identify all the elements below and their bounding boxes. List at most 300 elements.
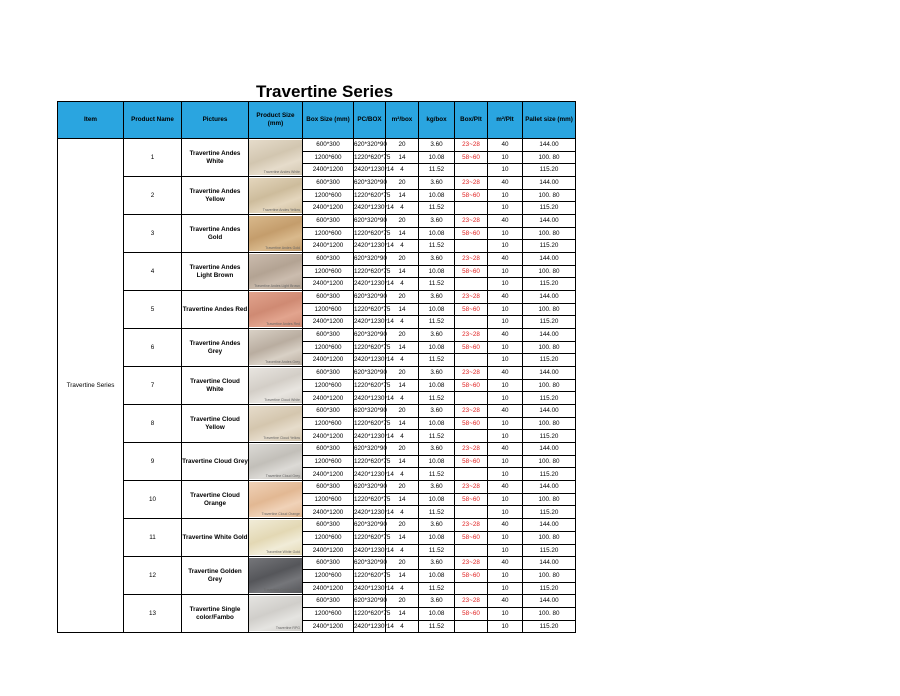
- m2-box-cell: 11.52: [419, 468, 455, 481]
- pc-box-cell: 4: [386, 354, 419, 367]
- item-number: 1: [124, 139, 182, 177]
- swatch-caption: Travertine Golden Grey: [263, 587, 300, 592]
- box-size-cell: 1220*620*75: [354, 341, 386, 354]
- kg-box-cell: 58~60: [455, 189, 488, 202]
- kg-box-cell: 23~28: [455, 557, 488, 570]
- pc-box-cell: 4: [386, 544, 419, 557]
- m2-plt-cell: 144.00: [523, 215, 576, 228]
- product-size-cell: 600*300: [303, 443, 354, 456]
- box-plt-cell: 10: [488, 582, 523, 595]
- product-size-cell: 600*300: [303, 177, 354, 190]
- m2-plt-cell: 115.20: [523, 620, 576, 633]
- kg-box-cell: 23~28: [455, 481, 488, 494]
- m2-plt-cell: 100. 80: [523, 531, 576, 544]
- kg-box-cell: [455, 430, 488, 443]
- stone-swatch-image: [249, 368, 302, 403]
- m2-plt-cell: 115.20: [523, 202, 576, 215]
- pc-box-cell: 4: [386, 468, 419, 481]
- pc-box-cell: 4: [386, 164, 419, 177]
- product-size-cell: 600*300: [303, 253, 354, 266]
- m2-plt-cell: 100. 80: [523, 417, 576, 430]
- product-size-cell: 600*300: [303, 519, 354, 532]
- pc-box-cell: 4: [386, 620, 419, 633]
- item-number: 7: [124, 367, 182, 405]
- box-plt-cell: 40: [488, 367, 523, 380]
- header-pallet-size: Pallet size (mm): [523, 102, 576, 139]
- m2-box-cell: 10.08: [419, 455, 455, 468]
- m2-plt-cell: 100. 80: [523, 151, 576, 164]
- item-number: 9: [124, 443, 182, 481]
- pc-box-cell: 4: [386, 392, 419, 405]
- m2-plt-cell: 144.00: [523, 253, 576, 266]
- kg-box-cell: 58~60: [455, 379, 488, 392]
- product-size-cell: 1200*600: [303, 607, 354, 620]
- product-picture: [249, 595, 303, 633]
- box-size-cell: 620*320*90: [354, 253, 386, 266]
- box-plt-cell: 10: [488, 240, 523, 253]
- m2-box-cell: 3.60: [419, 329, 455, 342]
- m2-box-cell: 11.52: [419, 620, 455, 633]
- box-plt-cell: 10: [488, 430, 523, 443]
- header-pictures: Pictures: [182, 102, 249, 139]
- product-name: Travertine Cloud Orange: [182, 481, 249, 519]
- product-picture: [249, 443, 303, 481]
- product-size-cell: 600*300: [303, 595, 354, 608]
- pc-box-cell: 20: [386, 557, 419, 570]
- product-size-cell: 1200*600: [303, 227, 354, 240]
- m2-box-cell: 3.60: [419, 481, 455, 494]
- kg-box-cell: [455, 164, 488, 177]
- kg-box-cell: 58~60: [455, 455, 488, 468]
- item-number: 11: [124, 519, 182, 557]
- pc-box-cell: 14: [386, 151, 419, 164]
- m2-plt-cell: 100. 80: [523, 607, 576, 620]
- kg-box-cell: 23~28: [455, 405, 488, 418]
- swatch-caption: Travertine Cloud Grey: [265, 473, 300, 478]
- m2-plt-cell: 144.00: [523, 595, 576, 608]
- box-plt-cell: 40: [488, 291, 523, 304]
- m2-box-cell: 11.52: [419, 240, 455, 253]
- box-plt-cell: 40: [488, 405, 523, 418]
- m2-box-cell: 11.52: [419, 316, 455, 329]
- box-size-cell: 2420*1230*14: [354, 278, 386, 291]
- m2-box-cell: 10.08: [419, 151, 455, 164]
- pc-box-cell: 20: [386, 139, 419, 152]
- m2-plt-cell: 144.00: [523, 139, 576, 152]
- pc-box-cell: 14: [386, 455, 419, 468]
- product-table: [57, 101, 576, 633]
- box-plt-cell: 10: [488, 278, 523, 291]
- product-size-cell: 600*300: [303, 481, 354, 494]
- header-product-name: Product Name: [124, 102, 182, 139]
- pc-box-cell: 20: [386, 215, 419, 228]
- box-plt-cell: 10: [488, 468, 523, 481]
- box-size-cell: 2420*1230*14: [354, 164, 386, 177]
- table-row: [58, 139, 576, 152]
- m2-plt-cell: 144.00: [523, 177, 576, 190]
- box-plt-cell: 10: [488, 265, 523, 278]
- pc-box-cell: 4: [386, 240, 419, 253]
- pc-box-cell: 4: [386, 316, 419, 329]
- box-size-cell: 2420*1230*14: [354, 582, 386, 595]
- item-number: 5: [124, 291, 182, 329]
- box-size-cell: 1220*620*75: [354, 303, 386, 316]
- box-plt-cell: 10: [488, 151, 523, 164]
- product-picture: [249, 291, 303, 329]
- box-size-cell: 1220*620*75: [354, 455, 386, 468]
- m2-plt-cell: 115.20: [523, 354, 576, 367]
- header-pc-box: PC/BOX: [354, 102, 386, 139]
- kg-box-cell: [455, 506, 488, 519]
- kg-box-cell: 58~60: [455, 531, 488, 544]
- pc-box-cell: 4: [386, 202, 419, 215]
- table-row: [58, 519, 576, 532]
- box-plt-cell: 10: [488, 544, 523, 557]
- product-name: Travertine Andes Red: [182, 291, 249, 329]
- box-plt-cell: 10: [488, 341, 523, 354]
- box-size-cell: 620*320*90: [354, 519, 386, 532]
- box-size-cell: 2420*1230*14: [354, 620, 386, 633]
- product-size-cell: 600*300: [303, 139, 354, 152]
- box-size-cell: 1220*620*75: [354, 265, 386, 278]
- box-plt-cell: 40: [488, 139, 523, 152]
- product-name: Travertine Andes Yellow: [182, 177, 249, 215]
- box-plt-cell: 40: [488, 253, 523, 266]
- pc-box-cell: 14: [386, 341, 419, 354]
- m2-plt-cell: 115.20: [523, 468, 576, 481]
- product-size-cell: 2400*1200: [303, 468, 354, 481]
- product-picture: [249, 557, 303, 595]
- swatch-caption: Travertine Andes Grey: [265, 359, 300, 364]
- kg-box-cell: 23~28: [455, 215, 488, 228]
- kg-box-cell: 58~60: [455, 227, 488, 240]
- table-row: [58, 405, 576, 418]
- product-name: Travertine Cloud Yellow: [182, 405, 249, 443]
- pc-box-cell: 20: [386, 329, 419, 342]
- box-size-cell: 1220*620*75: [354, 569, 386, 582]
- swatch-caption: Travertine Andes White: [263, 169, 300, 174]
- header-kg-box: kg/box: [419, 102, 455, 139]
- product-size-cell: 2400*1200: [303, 620, 354, 633]
- kg-box-cell: 23~28: [455, 367, 488, 380]
- stone-swatch-image: [249, 444, 302, 479]
- kg-box-cell: 23~28: [455, 595, 488, 608]
- box-size-cell: 620*320*90: [354, 367, 386, 380]
- box-plt-cell: 40: [488, 443, 523, 456]
- header-box-size: Box Size (mm): [303, 102, 354, 139]
- product-size-cell: 600*300: [303, 329, 354, 342]
- kg-box-cell: 23~28: [455, 177, 488, 190]
- item-number: 4: [124, 253, 182, 291]
- m2-box-cell: 3.60: [419, 405, 455, 418]
- kg-box-cell: 23~28: [455, 443, 488, 456]
- m2-plt-cell: 115.20: [523, 278, 576, 291]
- product-size-cell: 600*300: [303, 215, 354, 228]
- box-size-cell: 2420*1230*14: [354, 544, 386, 557]
- product-picture: [249, 253, 303, 291]
- box-size-cell: 1220*620*75: [354, 417, 386, 430]
- pc-box-cell: 20: [386, 595, 419, 608]
- kg-box-cell: 58~60: [455, 265, 488, 278]
- pc-box-cell: 20: [386, 291, 419, 304]
- item-number: 10: [124, 481, 182, 519]
- kg-box-cell: [455, 354, 488, 367]
- product-name: Travertine Andes White: [182, 139, 249, 177]
- box-size-cell: 1220*620*75: [354, 493, 386, 506]
- m2-plt-cell: 100. 80: [523, 265, 576, 278]
- swatch-caption: Travertine Cloud White: [264, 397, 300, 402]
- m2-box-cell: 11.52: [419, 544, 455, 557]
- m2-plt-cell: 144.00: [523, 443, 576, 456]
- m2-box-cell: 3.60: [419, 443, 455, 456]
- box-plt-cell: 10: [488, 620, 523, 633]
- product-size-cell: 2400*1200: [303, 316, 354, 329]
- m2-box-cell: 11.52: [419, 202, 455, 215]
- table-row: [58, 481, 576, 494]
- item-number: 6: [124, 329, 182, 367]
- m2-box-cell: 10.08: [419, 189, 455, 202]
- box-plt-cell: 10: [488, 607, 523, 620]
- product-picture: [249, 139, 303, 177]
- m2-box-cell: 10.08: [419, 607, 455, 620]
- kg-box-cell: [455, 316, 488, 329]
- product-size-cell: 2400*1200: [303, 582, 354, 595]
- m2-box-cell: 10.08: [419, 341, 455, 354]
- box-size-cell: 2420*1230*14: [354, 506, 386, 519]
- kg-box-cell: 58~60: [455, 151, 488, 164]
- m2-box-cell: 10.08: [419, 417, 455, 430]
- pc-box-cell: 4: [386, 506, 419, 519]
- product-picture: [249, 405, 303, 443]
- stone-swatch-image: [249, 596, 302, 631]
- m2-plt-cell: 100. 80: [523, 303, 576, 316]
- m2-box-cell: 10.08: [419, 493, 455, 506]
- box-size-cell: 2420*1230*14: [354, 354, 386, 367]
- product-size-cell: 2400*1200: [303, 392, 354, 405]
- pc-box-cell: 20: [386, 443, 419, 456]
- pc-box-cell: 14: [386, 189, 419, 202]
- box-plt-cell: 40: [488, 557, 523, 570]
- stone-swatch-image: [249, 406, 302, 441]
- table-row: [58, 443, 576, 456]
- pc-box-cell: 14: [386, 265, 419, 278]
- kg-box-cell: [455, 278, 488, 291]
- table-row: [58, 595, 576, 608]
- product-size-cell: 2400*1200: [303, 544, 354, 557]
- stone-swatch-image: [249, 140, 302, 175]
- header-product-size: Product Size (mm): [249, 102, 303, 139]
- m2-plt-cell: 144.00: [523, 519, 576, 532]
- m2-plt-cell: 144.00: [523, 329, 576, 342]
- box-size-cell: 620*320*90: [354, 215, 386, 228]
- kg-box-cell: [455, 544, 488, 557]
- product-size-cell: 1200*600: [303, 265, 354, 278]
- box-plt-cell: 10: [488, 379, 523, 392]
- item-number: 8: [124, 405, 182, 443]
- pc-box-cell: 4: [386, 278, 419, 291]
- box-size-cell: 2420*1230*14: [354, 392, 386, 405]
- swatch-caption: Travertine RPG: [275, 626, 300, 630]
- pc-box-cell: 14: [386, 227, 419, 240]
- pc-box-cell: 20: [386, 519, 419, 532]
- product-size-cell: 1200*600: [303, 189, 354, 202]
- box-size-cell: 1220*620*75: [354, 227, 386, 240]
- pc-box-cell: 14: [386, 607, 419, 620]
- swatch-caption: Travertine Andes Red: [266, 321, 300, 326]
- m2-plt-cell: 100. 80: [523, 455, 576, 468]
- box-size-cell: 1220*620*75: [354, 379, 386, 392]
- kg-box-cell: 58~60: [455, 341, 488, 354]
- item-number: 13: [124, 595, 182, 633]
- product-name: Travertine Single color/Fambo: [182, 595, 249, 633]
- m2-box-cell: 11.52: [419, 430, 455, 443]
- box-plt-cell: 10: [488, 189, 523, 202]
- header-m2-plt: m²/Plt: [488, 102, 523, 139]
- kg-box-cell: 23~28: [455, 329, 488, 342]
- box-size-cell: 620*320*90: [354, 139, 386, 152]
- product-name: Travertine White Gold: [182, 519, 249, 557]
- box-size-cell: 2420*1230*14: [354, 240, 386, 253]
- box-size-cell: 620*320*90: [354, 291, 386, 304]
- product-picture: [249, 215, 303, 253]
- kg-box-cell: [455, 202, 488, 215]
- m2-plt-cell: 115.20: [523, 544, 576, 557]
- swatch-caption: Travertine Andes Gold: [265, 245, 300, 250]
- product-size-cell: 1200*600: [303, 417, 354, 430]
- box-plt-cell: 40: [488, 177, 523, 190]
- product-name: Travertine Andes Light Brown: [182, 253, 249, 291]
- box-size-cell: 620*320*90: [354, 443, 386, 456]
- kg-box-cell: 23~28: [455, 291, 488, 304]
- m2-plt-cell: 115.20: [523, 164, 576, 177]
- product-size-cell: 1200*600: [303, 531, 354, 544]
- m2-box-cell: 3.60: [419, 253, 455, 266]
- box-plt-cell: 10: [488, 316, 523, 329]
- box-plt-cell: 10: [488, 531, 523, 544]
- product-size-cell: 600*300: [303, 557, 354, 570]
- m2-plt-cell: 115.20: [523, 582, 576, 595]
- pc-box-cell: 20: [386, 367, 419, 380]
- product-size-cell: 2400*1200: [303, 430, 354, 443]
- kg-box-cell: [455, 392, 488, 405]
- m2-plt-cell: 115.20: [523, 392, 576, 405]
- box-size-cell: 620*320*90: [354, 557, 386, 570]
- m2-plt-cell: 115.20: [523, 506, 576, 519]
- pc-box-cell: 14: [386, 417, 419, 430]
- kg-box-cell: 23~28: [455, 519, 488, 532]
- m2-plt-cell: 100. 80: [523, 493, 576, 506]
- kg-box-cell: 58~60: [455, 303, 488, 316]
- product-size-cell: 600*300: [303, 367, 354, 380]
- box-size-cell: 2420*1230*14: [354, 316, 386, 329]
- pc-box-cell: 4: [386, 430, 419, 443]
- product-size-cell: 2400*1200: [303, 354, 354, 367]
- m2-plt-cell: 100. 80: [523, 227, 576, 240]
- pc-box-cell: 20: [386, 405, 419, 418]
- box-size-cell: 620*320*90: [354, 329, 386, 342]
- m2-box-cell: 11.52: [419, 506, 455, 519]
- m2-box-cell: 10.08: [419, 379, 455, 392]
- m2-box-cell: 3.60: [419, 139, 455, 152]
- table-row: [58, 253, 576, 266]
- m2-box-cell: 3.60: [419, 557, 455, 570]
- box-plt-cell: 40: [488, 595, 523, 608]
- table-row: [58, 557, 576, 570]
- header-row: [58, 102, 576, 139]
- m2-box-cell: 11.52: [419, 278, 455, 291]
- m2-plt-cell: 144.00: [523, 291, 576, 304]
- kg-box-cell: 58~60: [455, 417, 488, 430]
- m2-box-cell: 3.60: [419, 177, 455, 190]
- product-size-cell: 600*300: [303, 405, 354, 418]
- product-name: Travertine Cloud Grey: [182, 443, 249, 481]
- pc-box-cell: 14: [386, 531, 419, 544]
- item-number: 3: [124, 215, 182, 253]
- kg-box-cell: [455, 582, 488, 595]
- box-plt-cell: 40: [488, 519, 523, 532]
- product-name: Travertine Cloud White: [182, 367, 249, 405]
- m2-plt-cell: 100. 80: [523, 569, 576, 582]
- swatch-caption: Travertine Cloud Yellow: [263, 435, 300, 440]
- stone-swatch-image: [249, 330, 302, 365]
- product-size-cell: 1200*600: [303, 569, 354, 582]
- product-picture: [249, 519, 303, 557]
- swatch-caption: Travertine White Gold: [266, 549, 300, 554]
- box-plt-cell: 10: [488, 506, 523, 519]
- pc-box-cell: 14: [386, 569, 419, 582]
- table-row: [58, 177, 576, 190]
- m2-box-cell: 3.60: [419, 367, 455, 380]
- stone-swatch-image: [249, 292, 302, 327]
- kg-box-cell: [455, 240, 488, 253]
- product-size-cell: 2400*1200: [303, 506, 354, 519]
- pc-box-cell: 14: [386, 379, 419, 392]
- box-size-cell: 620*320*90: [354, 595, 386, 608]
- product-size-cell: 1200*600: [303, 455, 354, 468]
- product-size-cell: 1200*600: [303, 303, 354, 316]
- m2-plt-cell: 115.20: [523, 430, 576, 443]
- item-number: 12: [124, 557, 182, 595]
- swatch-caption: Travertine Cloud Orange: [261, 511, 300, 516]
- product-size-cell: 600*300: [303, 291, 354, 304]
- swatch-caption: Travertine Andes Yellow: [262, 207, 300, 212]
- box-size-cell: 1220*620*75: [354, 531, 386, 544]
- product-name: Travertine Andes Grey: [182, 329, 249, 367]
- m2-box-cell: 11.52: [419, 392, 455, 405]
- box-size-cell: 2420*1230*14: [354, 202, 386, 215]
- m2-box-cell: 11.52: [419, 582, 455, 595]
- box-size-cell: 1220*620*75: [354, 189, 386, 202]
- box-plt-cell: 10: [488, 303, 523, 316]
- box-size-cell: 620*320*90: [354, 405, 386, 418]
- table-row: [58, 215, 576, 228]
- product-picture: [249, 177, 303, 215]
- stone-swatch-image: [249, 558, 302, 593]
- table-row: [58, 329, 576, 342]
- m2-box-cell: 11.52: [419, 164, 455, 177]
- product-name: Travertine Andes Gold: [182, 215, 249, 253]
- kg-box-cell: 23~28: [455, 139, 488, 152]
- product-size-cell: 2400*1200: [303, 164, 354, 177]
- box-plt-cell: 10: [488, 569, 523, 582]
- pc-box-cell: 20: [386, 481, 419, 494]
- m2-box-cell: 10.08: [419, 569, 455, 582]
- stone-swatch-image: [249, 178, 302, 213]
- product-size-cell: 1200*600: [303, 341, 354, 354]
- m2-plt-cell: 144.00: [523, 481, 576, 494]
- kg-box-cell: 58~60: [455, 569, 488, 582]
- document-title: Travertine Series: [256, 82, 394, 101]
